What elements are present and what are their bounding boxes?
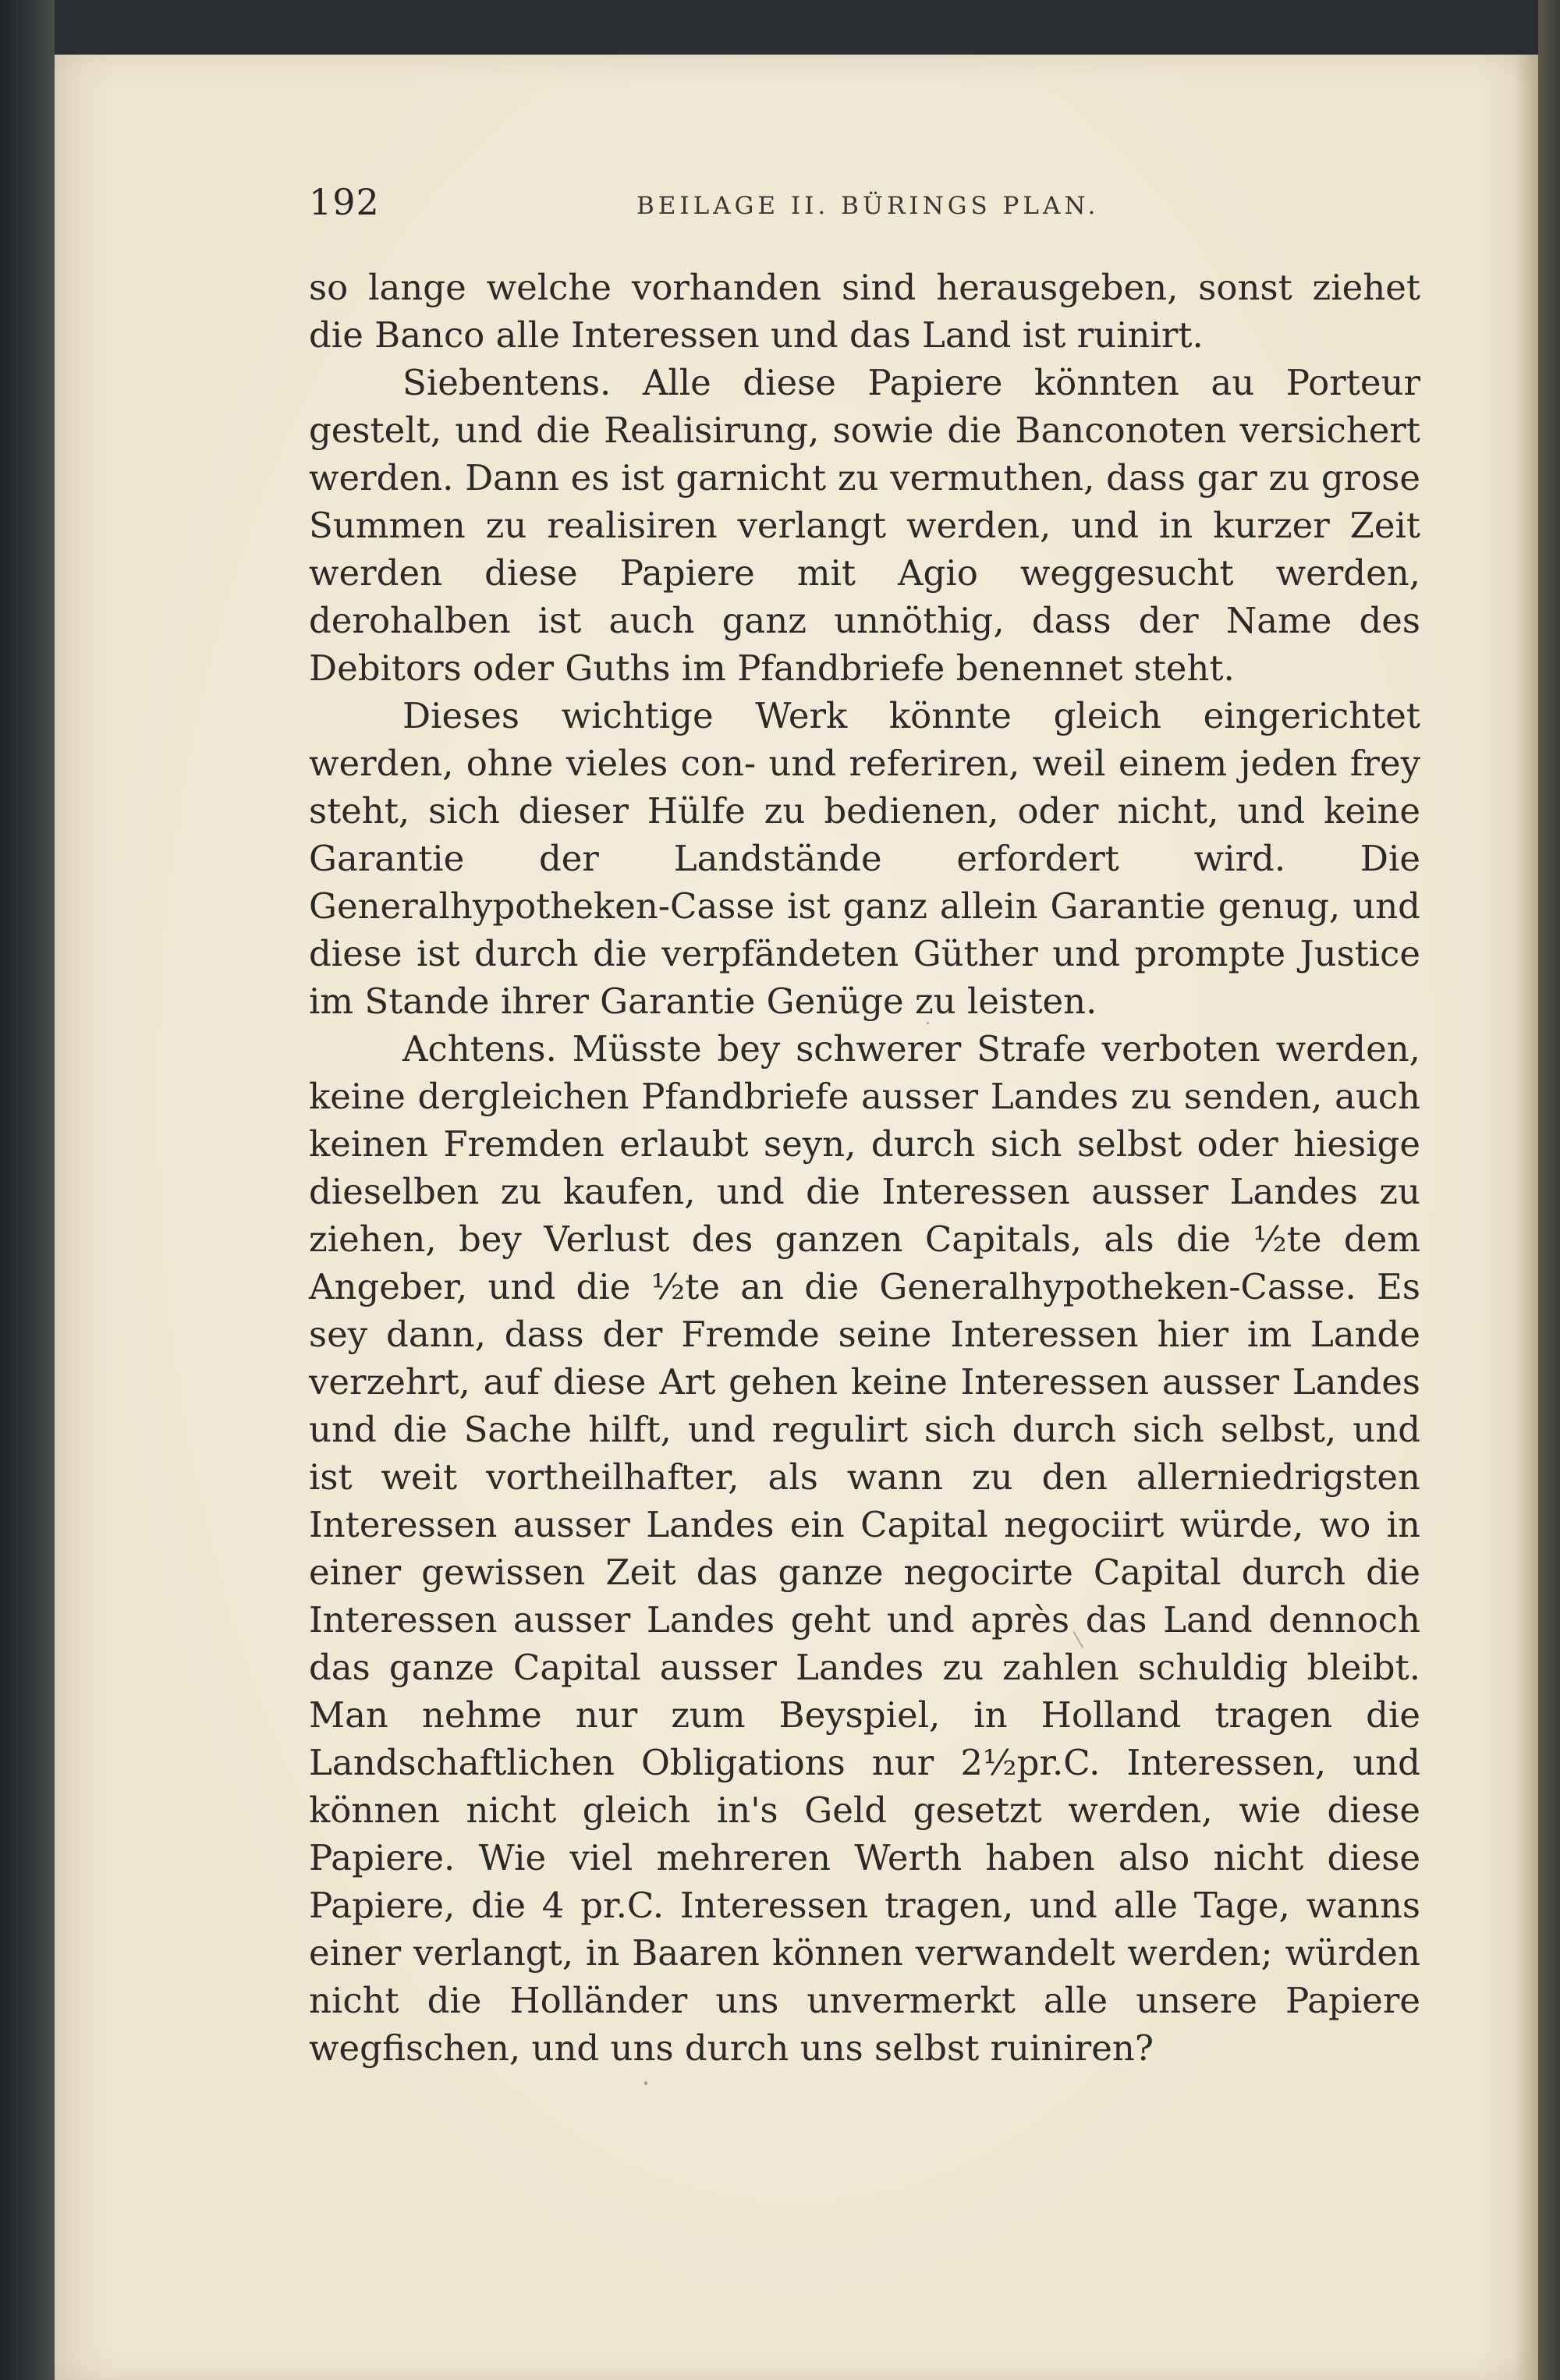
- page-number: 192: [309, 181, 380, 223]
- scan-background-right: [1538, 0, 1560, 2380]
- dust-speck: [644, 2081, 647, 2085]
- paragraph-2: Siebentens. Alle diese Papiere könnten au Porteur gestelt, und die Realisirung, sowie die Banconoten versichert werden. Dann es ist garnicht zu vermuthen, dass gar zu grose Summen zu realisiren verlangt werden, und in kurzer Zeit werden diese Papiere mit Agio weggesucht werden, derohalben ist auch ganz unnöthig, dass der Name des Debitors oder Guths im Pfandbriefe benennet steht.: [309, 362, 1420, 689]
- paragraph-4: Achtens. Müsste bey schwerer Strafe verboten werden, keine dergleichen Pfandbriefe ausser Landes zu senden, auch keinen Fremden erlaubt seyn, durch sich selbst oder hiesige dieselben zu kaufen, und die Interessen ausser Landes zu ziehen, bey Verlust des ganzen Capitals, als die ½te dem Angeber, und die ½te an die Generalhypotheken-Casse. Es sey dann, dass der Fremde seine Interessen hier im Lande verzehrt, auf diese Art gehen keine Interessen ausser Landes und die Sache hilft, und regulirt sich durch sich selbst, und ist weit vortheilhafter, als wann zu den allerniedrigsten Interessen ausser Landes ein Capital negociirt würde, wo in einer gewissen Zeit das ganze negocirte Capital durch die Interessen ausser Landes geht und après das Land dennoch das ganze Capital ausser Landes zu zahlen schuldig bleibt. Man nehme nur zum Beyspiel, in Holland tragen die Landschaftlichen Obligations nur 2½pr.C. Interessen, und können nicht gleich in's Geld gesetzt werden, wie diese Papiere. Wie viel mehreren Werth haben also nicht diese Papiere, die 4 pr.C. Interessen tragen, und alle Tage, wanns einer verlangt, in Baaren können verwandelt werden; würden nicht die Holländer uns unvermerkt alle unsere Papiere wegfischen, und uns durch uns selbst ruiniren?: [309, 1028, 1420, 2069]
- page-gutter-shadow: [1515, 55, 1538, 2380]
- paragraph-3: Dieses wichtige Werk könnte gleich eingerichtet werden, ohne vieles con- und referiren, weil einem jeden frey steht, sich dieser Hülfe zu bedienen, oder nicht, und keine Garantie der Landstände erfordert wird. Die Generalhypotheken-Casse ist ganz allein Garantie genug, und diese ist durch die verpfändeten Güther und prompte Justice im Stande ihrer Garantie Genüge zu leisten.: [309, 695, 1420, 1022]
- page-header: [309, 181, 1420, 236]
- dust-speck: [927, 1022, 929, 1024]
- running-head: BEILAGE II. BÜRINGS PLAN.: [636, 192, 1100, 220]
- scan-background-left: [0, 0, 55, 2380]
- paragraph-1: so lange welche vorhanden sind herausgeben, sonst ziehet die Banco alle Interessen und das Land ist ruinirt.: [309, 267, 1420, 356]
- body-text: [309, 264, 1420, 2072]
